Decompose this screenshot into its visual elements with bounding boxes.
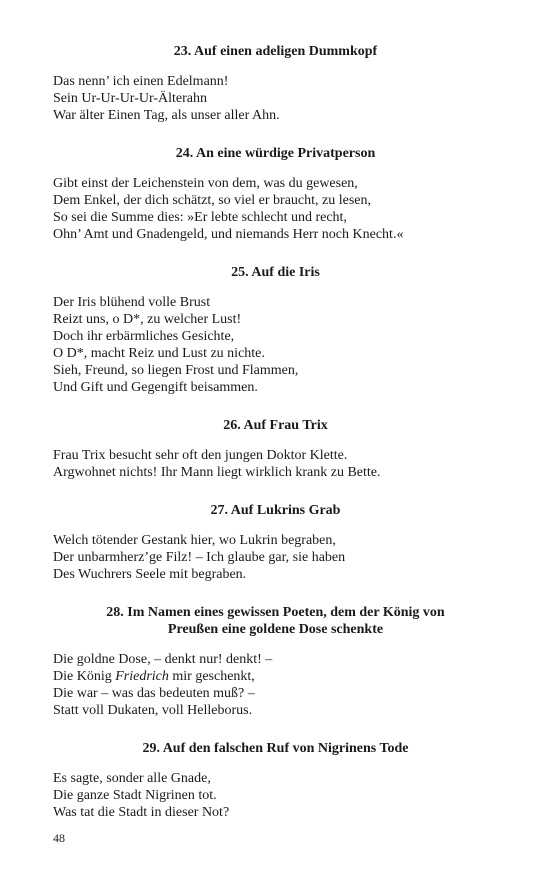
poem-line: O D*, macht Reiz und Lust zu nichte. (53, 346, 265, 361)
poem-line: Sieh, Freund, so liegen Frost und Flammen, (53, 363, 299, 378)
book-page (53, 43, 498, 821)
poem-line-text: mir geschenkt, (168, 669, 255, 684)
poem-line: Frau Trix besucht sehr oft den jungen Doktor Klette. (53, 448, 348, 463)
poem-line: Die goldne Dose, – denkt nur! denkt! – (53, 652, 273, 667)
poem-line: Die war – was das bedeuten muß? – (53, 686, 255, 701)
poem-line: Die ganze Stadt Nigrinen tot. (53, 788, 217, 803)
section-gap (53, 481, 498, 502)
poem-28 (53, 604, 498, 719)
poem-line: War älter Einen Tag, als unser aller Ahn. (53, 108, 280, 123)
section-gap (53, 396, 498, 417)
emphasized-name: Friedrich (115, 669, 169, 684)
section-gap (53, 719, 498, 740)
poem-lines (53, 651, 498, 719)
poem-24 (53, 145, 498, 243)
poem-title: 23. Auf einen adeligen Dummkopf (173, 44, 378, 59)
section-gap (53, 583, 498, 604)
poem-23 (53, 43, 498, 124)
poem-lines (53, 73, 498, 124)
poem-line: Reizt uns, o D*, zu welcher Lust! (53, 312, 242, 327)
poem-line: Des Wuchrers Seele mit begraben. (53, 567, 247, 582)
section-gap (53, 124, 498, 145)
poem-line: Und Gift und Gegengift beisammen. (53, 380, 258, 395)
poem-line-text: Die König (53, 669, 116, 684)
poem-title-line: Preußen eine goldene Dose schenkte (167, 622, 384, 637)
poem-line: Dem Enkel, der dich schätzt, so viel er braucht, zu lesen, (53, 193, 371, 208)
poem-line: Ohn’ Amt und Gnadengeld, und niemands Herr noch Knecht.« (53, 227, 404, 242)
poem-29 (53, 740, 498, 821)
poem-lines (53, 532, 498, 583)
poem-lines (53, 447, 498, 481)
poem-title: 25. Auf die Iris (231, 265, 320, 280)
poem-title: 24. An eine würdige Privatperson (175, 146, 376, 161)
poem-line: Sein Ur-Ur-Ur-Ur-Älterahn (53, 91, 207, 106)
poem-line (53, 668, 498, 685)
poem-line: Doch ihr erbärmliches Gesichte, (53, 329, 235, 344)
poem-line: So sei die Summe dies: »Er lebte schlecht und recht, (53, 210, 347, 225)
poem-title: 27. Auf Lukrins Grab (210, 503, 341, 518)
poem-lines (53, 770, 498, 821)
poem-line: Was tat die Stadt in dieser Not? (53, 805, 230, 820)
poem-line: Der unbarmherz’ge Filz! – Ich glaube gar, sie haben (53, 550, 346, 565)
poem-title (53, 604, 498, 638)
section-gap (53, 243, 498, 264)
poem-27 (53, 502, 498, 583)
poem-26 (53, 417, 498, 481)
poem-title: 26. Auf Frau Trix (223, 418, 328, 433)
poem-lines (53, 175, 498, 243)
poem-25 (53, 264, 498, 396)
poem-line: Es sagte, sonder alle Gnade, (53, 771, 211, 786)
poem-line: Gibt einst der Leichenstein von dem, was du gewesen, (53, 176, 358, 191)
poem-line: Der Iris blühend volle Brust (53, 295, 211, 310)
poem-line: Statt voll Dukaten, voll Helleborus. (53, 703, 253, 718)
poem-line: Argwohnet nichts! Ihr Mann liegt wirklich krank zu Bette. (53, 465, 381, 480)
poem-lines (53, 294, 498, 396)
poem-title: 29. Auf den falschen Ruf von Nigrinens Tode (142, 741, 409, 756)
poem-line: Das nenn’ ich einen Edelmann! (53, 74, 229, 89)
page-number: 48 (53, 831, 65, 845)
poem-title-line: 28. Im Namen eines gewissen Poeten, dem der König von (106, 605, 445, 620)
poem-line: Welch tötender Gestank hier, wo Lukrin begraben, (53, 533, 336, 548)
